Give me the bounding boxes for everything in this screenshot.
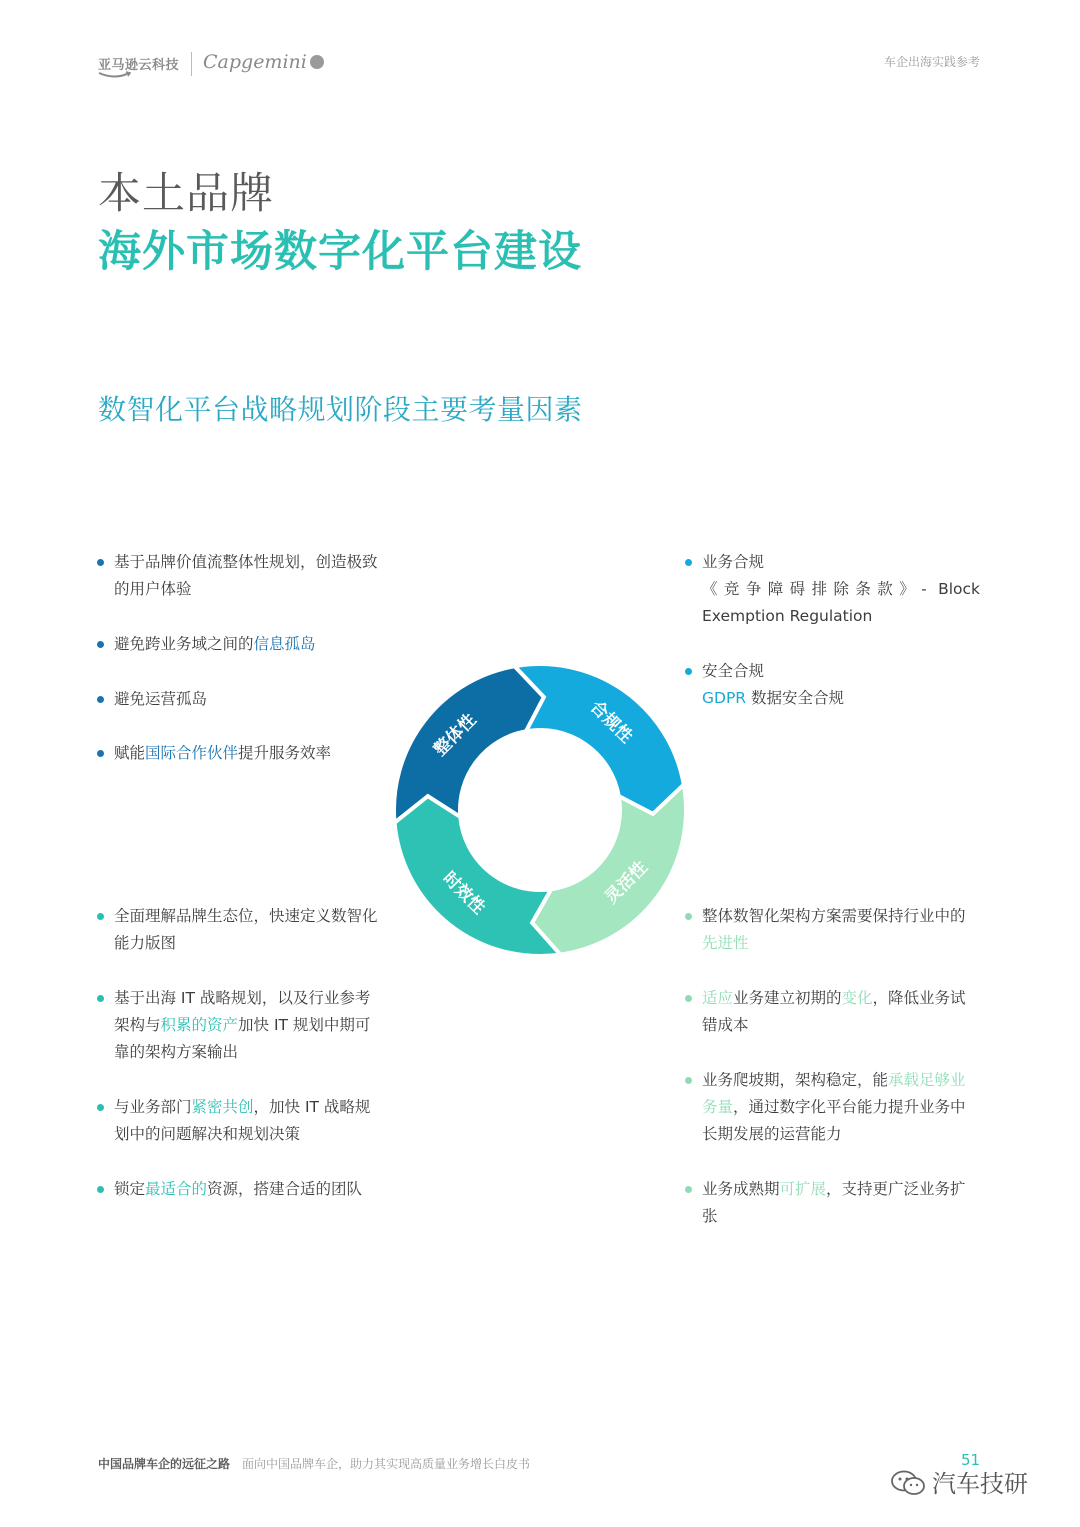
list-item: 避免跨业务域之间的信息孤岛 bbox=[114, 631, 316, 658]
header-right-text: 车企出海实践参考 bbox=[883, 55, 980, 69]
bullet-dot bbox=[685, 913, 692, 920]
bullet-dot bbox=[97, 1104, 104, 1111]
list-item: 锁定最适合的资源，搭建合适的团队 bbox=[114, 1176, 362, 1203]
cycle-label-4: 时效性 bbox=[438, 868, 489, 919]
cycle-segment-1 bbox=[394, 666, 544, 823]
list-item: 赋能国际合作伙伴提升服务效率 bbox=[114, 740, 331, 767]
cycle-segment-4 bbox=[395, 796, 561, 956]
list-item: 避免运营孤岛 bbox=[114, 686, 207, 713]
bullet-dot bbox=[685, 559, 692, 566]
list-item: 业务爬坡期，架构稳定，能承载足够业 务量，通过数字化平台能力提升业务中 长期发展的运营能力 bbox=[702, 1067, 984, 1148]
list-item: 业务成熟期可扩展，支持更广泛业务扩 张 bbox=[702, 1176, 984, 1230]
amazon-smile-icon bbox=[98, 71, 132, 79]
list-item: 适应业务建立初期的变化，降低业务试 错成本 bbox=[702, 985, 984, 1039]
page-title-line2: 海外市场数字化平台建设 bbox=[98, 227, 582, 277]
bullet-dot bbox=[97, 696, 104, 703]
list-item: 基于出海 IT 战略规划，以及行业参考 架构与积累的资产加快 IT 规划中期可 靠的架构方案输出 bbox=[114, 985, 404, 1066]
section-title: 数智化平台战略规划阶段主要考量因素 bbox=[98, 393, 583, 426]
bullet-dot bbox=[685, 668, 692, 675]
list-item: 整体数智化架构方案需要保持行业中的 先进性 bbox=[702, 903, 984, 957]
bullet-dot bbox=[97, 995, 104, 1002]
bullet-dot bbox=[97, 1186, 104, 1193]
cycle-label-2: 合规性 bbox=[586, 697, 637, 748]
list-item: 业务合规 《竞争障碍排除条款》- Block Exemption Regulation bbox=[702, 549, 980, 630]
footer-subtitle: 面向中国品牌车企，助力其实现高质量业务增长白皮书 bbox=[242, 1457, 531, 1471]
cycle-segment-3 bbox=[532, 785, 686, 955]
list-item: 与业务部门紧密共创，加快 IT 战略规 划中的问题解决和规划决策 bbox=[114, 1094, 404, 1148]
list-item: 安全合规 GDPR 数据安全合规 bbox=[702, 658, 844, 712]
cycle-label-3: 灵活性 bbox=[601, 857, 652, 908]
bullet-dot bbox=[97, 641, 104, 648]
bullet-dot bbox=[685, 1186, 692, 1193]
list-item: 全面理解品牌生态位，快速定义数智化 能力版图 bbox=[114, 903, 404, 957]
page-title-line1: 本土品牌 bbox=[98, 169, 274, 219]
amazon-logo: 亚马逊云科技 bbox=[98, 54, 179, 73]
cycle-segment-2 bbox=[515, 664, 684, 814]
logo-divider bbox=[191, 52, 192, 76]
bullet-dot bbox=[97, 750, 104, 757]
wechat-icon bbox=[890, 1470, 926, 1496]
capgemini-spade-icon bbox=[310, 55, 324, 69]
footer-title: 中国品牌车企的远征之路 bbox=[98, 1457, 231, 1471]
bullet-dot bbox=[97, 559, 104, 566]
bullet-dot bbox=[685, 1077, 692, 1084]
capgemini-logo: Capgemini bbox=[203, 51, 324, 73]
cycle-diagram bbox=[385, 655, 695, 965]
list-item: 基于品牌价值流整体性规划，创造极致 的用户体验 bbox=[114, 549, 404, 603]
page-number: 51 bbox=[961, 1451, 981, 1469]
bullet-dot bbox=[685, 995, 692, 1002]
wechat-watermark: 汽车技研 bbox=[890, 1464, 1028, 1499]
bullet-dot bbox=[97, 913, 104, 920]
footer-text bbox=[98, 1455, 530, 1472]
cycle-label-1: 整体性 bbox=[430, 710, 481, 761]
